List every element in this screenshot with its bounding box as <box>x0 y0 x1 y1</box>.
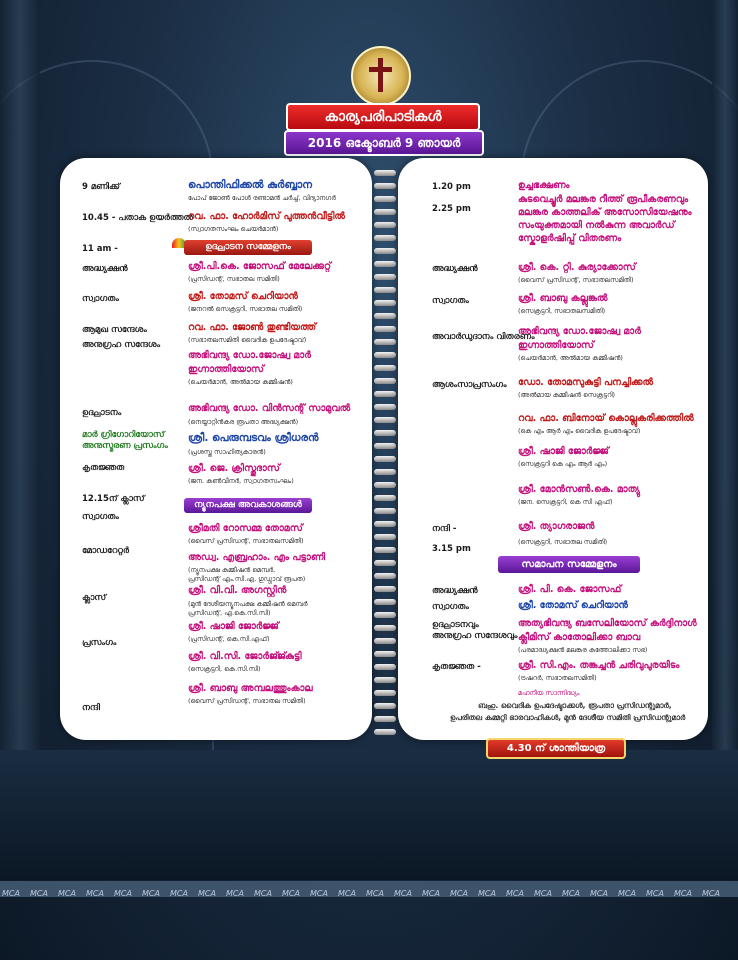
person-name: ശ്രീമതി റോസമ്മ തോമസ് <box>188 523 303 534</box>
spiral-ring <box>374 287 396 293</box>
person-name: ശ്രീ. തോമസ് ചെറിയാൻ <box>518 600 628 611</box>
role-label: ക്ലാസ് <box>82 593 107 603</box>
presence-line: ഉപരിതല കമ്മറ്റി ഭാരവാഹികൾ, മുൻ ദേശീയ സമിതി പ്രസിഡന്റുമാർ <box>450 713 686 722</box>
event-title: ഉച്ചഭക്ഷണം <box>518 180 570 191</box>
closing-pill: 4.30 ന് ശാന്തിയാത്ര <box>486 738 626 759</box>
person-role: (കെ എം ആർ എം വൈദിക ഉപദേഷ്ടാവ്) <box>518 427 641 435</box>
watermark-text: MCA <box>254 889 272 897</box>
presence-heading: മഹനീയ സാന്നിദ്ധ്യം <box>518 689 580 697</box>
event-title: സ്കോളർഷിപ്പ് വിതരണം <box>518 233 622 244</box>
person-name: ശ്രീ. പി. കെ. ജോസഫ് <box>518 584 622 595</box>
role-label: അദ്ധ്യക്ഷൻ <box>432 264 478 274</box>
person-name: ശ്രീ. വി.വി. അഗസ്റ്റിൻ <box>188 585 287 596</box>
time-label: 10.45 - പതാക ഉയർത്തൽ <box>82 213 193 223</box>
watermark-text: MCA <box>2 889 20 897</box>
watermark-text: MCA <box>618 889 636 897</box>
person-name: ശ്രീ. മോൻസൺ.കെ. മാത്യു <box>518 484 640 495</box>
spiral-ring <box>374 248 396 254</box>
person-name: അഡ്വ. എബ്രഹാം. എം പട്ടാണി <box>188 552 326 563</box>
spiral-ring <box>374 183 396 189</box>
spiral-ring <box>374 352 396 358</box>
spiral-ring <box>374 313 396 319</box>
role-label: അനുസ്മരണ പ്രസംഗം <box>82 441 168 451</box>
person-role: (സഭാതലസമിതി വൈദിക ഉപദേഷ്ടാവ്) <box>188 336 307 344</box>
role-label: സ്വാഗതം <box>82 294 119 304</box>
person-name: ഇഗ്നാത്തിയോസ് <box>188 364 264 375</box>
spiral-ring <box>374 365 396 371</box>
time-label: 3.15 pm <box>432 544 471 554</box>
role-label: ഉദ്ഘാടനവും <box>432 620 479 630</box>
person-role: (വൈസ് പ്രസിഡന്റ്, സഭാതലസമിതി) <box>188 537 304 545</box>
person-role: (ന്യൂനപക്ഷ കമ്മീഷൻ മെമ്പർ, <box>188 566 276 574</box>
person-name: ശ്രീ. കെ. റ്റി. കുര്യാക്കോസ് <box>518 262 636 273</box>
watermark-text: MCA <box>30 889 48 897</box>
spiral-ring <box>374 404 396 410</box>
mca-watermark-strip <box>0 881 738 897</box>
spiral-ring <box>374 729 396 735</box>
person-name: റവ. ഫാ. ജോൺ തുണ്ടിയത്ത് <box>188 322 317 333</box>
spiral-ring <box>374 430 396 436</box>
person-name: ശ്രീ. ഷാജി ജോർജ്ജ് <box>188 621 279 632</box>
person-role: (വൈസ് പ്രസിഡന്റ്, സഭാതല സമിതി) <box>188 697 306 705</box>
spiral-ring <box>374 482 396 488</box>
spiral-ring <box>374 326 396 332</box>
person-role: (സ്വാഗതസംഘം ചെയർമാൻ) <box>188 225 279 233</box>
person-role: (ചെയർമാൻ, അൽമായ കമ്മീഷൻ) <box>188 378 293 386</box>
role-label: അദ്ധ്യക്ഷൻ <box>82 264 128 274</box>
spiral-ring <box>374 261 396 267</box>
person-name: ശ്രീ. ബാബു അമ്പലത്തുംകാല <box>188 683 313 694</box>
spiral-binding <box>374 170 396 740</box>
spiral-ring <box>374 677 396 683</box>
person-name: ഡോ. തോമസുകുട്ടി പനച്ചിക്കൽ <box>518 377 654 388</box>
event-place: പോപ് ജോൺ പോൾ രണ്ടാമൻ ചർച്ച്, വിദ്യാനഗർ <box>188 194 336 202</box>
association-logo-icon <box>351 46 411 106</box>
presence-line: ബഹു. വൈദിക ഉപദേഷ്ടാക്കൾ, രൂപതാ പ്രസിഡന്റുമാർ, <box>478 701 672 710</box>
watermark-text: MCA <box>394 889 412 897</box>
spiral-ring <box>374 560 396 566</box>
person-name: അത്യഭിവന്ദ്യ ബസേലിയോസ് കർദ്ദിനാൾ <box>518 618 697 629</box>
spiral-ring <box>374 638 396 644</box>
spiral-ring <box>374 547 396 553</box>
watermark-text: MCA <box>114 889 132 897</box>
watermark-text: MCA <box>450 889 468 897</box>
person-name: അഭിവന്ദ്യ ഡോ. വിൻസന്റ് സാമുവൽ <box>188 403 351 414</box>
role-label: കൃതജ്ഞത <box>82 463 125 473</box>
spiral-ring <box>374 534 396 540</box>
spiral-ring <box>374 378 396 384</box>
person-name: അഭിവന്ദ്യ ഡോ.ജോഷ്വ മാർ <box>518 326 641 337</box>
person-role: (പ്രശസ്ത സാഹിത്യകാരൻ) <box>188 448 266 456</box>
person-role: (സെക്രട്ടറി, കെ.സി.സി) <box>188 665 261 673</box>
watermark-text: MCA <box>226 889 244 897</box>
role-label: മാർ ഗ്രിഗോറിയോസ് <box>82 430 165 440</box>
role-label: അദ്ധ്യക്ഷൻ <box>432 586 478 596</box>
watermark-text: MCA <box>338 889 356 897</box>
watermark-text: MCA <box>478 889 496 897</box>
person-role: (പരമാദ്ധ്യക്ഷൻ മലങ്കര കത്തോലിക്കാ സഭ) <box>518 646 648 654</box>
person-role: (സെക്രട്ടറി, സഭാതല സമിതി) <box>518 538 608 546</box>
right-page <box>398 158 708 754</box>
background-floor <box>0 750 738 880</box>
spiral-ring <box>374 664 396 670</box>
person-name: റവ. ഫാ. ബിനോയ് കൊല്ലുകരിക്കത്തിൽ <box>518 413 694 424</box>
person-role: (സെക്രട്ടറി കെ എം ആർ എം) <box>518 460 608 468</box>
watermark-text: MCA <box>562 889 580 897</box>
spiral-ring <box>374 300 396 306</box>
spiral-ring <box>374 651 396 657</box>
person-role: (ജന. കൺവീനർ, സ്വാഗതസംഘം) <box>188 477 294 485</box>
person-role: (പ്രസിഡന്റ്, സഭാതല സമിതി) <box>188 275 280 283</box>
event-title: പൊന്തിഫിക്കൽ കുർബ്ബാന <box>188 179 312 191</box>
watermark-text: MCA <box>366 889 384 897</box>
watermark-text: MCA <box>646 889 664 897</box>
section-pill: ന്യൂനപക്ഷ അവകാശങ്ങൾ <box>184 498 312 513</box>
person-name: ശ്രീ. വി.സി. ജോർജ്ജ്കുട്ടി <box>188 651 302 662</box>
spiral-ring <box>374 612 396 618</box>
role-label: അനുഗ്രഹ സന്ദേശം <box>82 340 161 350</box>
person-role: (ജന. സെക്രട്ടറി, കെ സി എഫ്) <box>518 498 613 506</box>
watermark-text: MCA <box>198 889 216 897</box>
person-role: പ്രസിഡന്റ് എം.സി.എ, ഗുഡ്ഗാവ് രൂപത) <box>188 575 306 583</box>
spiral-ring <box>374 469 396 475</box>
program-title: കാര്യപരിപാടികൾ <box>286 103 480 131</box>
person-role: (നെയ്യാറ്റിൻകര രൂപതാ അദ്ധ്യക്ഷൻ) <box>188 418 299 426</box>
watermark-text: MCA <box>590 889 608 897</box>
role-label: സ്വാഗതം <box>432 296 469 306</box>
watermark-text: MCA <box>282 889 300 897</box>
watermark-text: MCA <box>58 889 76 897</box>
event-title: മലങ്കര കാത്തലിക് അസോസിയേഷനും <box>518 207 692 218</box>
watermark-text: MCA <box>506 889 524 897</box>
spiral-ring <box>374 521 396 527</box>
spiral-ring <box>374 625 396 631</box>
person-role: (ട്രഷറർ, സഭാതലസമിതി) <box>518 674 597 682</box>
spiral-ring <box>374 222 396 228</box>
person-name: ശ്രീ. ജെ. ക്രിസ്തുദാസ് <box>188 463 280 474</box>
time-label: 12.15ന് ക്ലാസ് <box>82 494 145 504</box>
spiral-ring <box>374 443 396 449</box>
person-name: ശ്രീ. സി.എം. തങ്കച്ചൻ ചരിവുപുരയിടം <box>518 660 680 671</box>
person-name: ശ്രീ.പി.കെ. ജോസഫ് മേലേക്കുറ്റ് <box>188 261 332 272</box>
role-label: ആമുഖ സന്ദേശം <box>82 325 147 335</box>
spiral-ring <box>374 495 396 501</box>
time-label: 9 മണിക്ക് <box>82 182 120 192</box>
person-role: (അൽമായ കമ്മീഷൻ സെക്രട്ടറി) <box>518 391 616 399</box>
person-name: റവ. ഫാ. ഹോർമിസ് പുത്തൻവീട്ടിൽ <box>188 211 345 222</box>
person-role: (പ്രസിഡന്റ്, കെ.സി.എഫ്) <box>188 635 270 643</box>
time-label: 11 am - <box>82 244 118 254</box>
spiral-ring <box>374 703 396 709</box>
background-pillar <box>0 0 40 880</box>
watermark-text: MCA <box>702 889 720 897</box>
spiral-ring <box>374 339 396 345</box>
event-title: സംയുക്തമായി നൽകുന്ന അവാർഡ് <box>518 220 675 231</box>
person-name: ശ്രീ. ബാബു കല്ലുങ്കൽ <box>518 293 608 304</box>
person-role: (സെക്രട്ടറി, സഭാതലസമിതി) <box>518 307 606 315</box>
person-name: ക്ലീമിസ് കാതോലിക്കാ ബാവ <box>518 632 641 643</box>
person-role: (ചെയർമാൻ, അൽമായ കമ്മീഷൻ) <box>518 354 623 362</box>
person-name: ശ്രീ. തോമസ് ചെറിയാൻ <box>188 291 298 302</box>
spiral-ring <box>374 235 396 241</box>
watermark-text: MCA <box>142 889 160 897</box>
role-label: മോഡറേറ്റർ <box>82 546 129 556</box>
role-label: സ്വാഗതം <box>432 602 469 612</box>
spiral-ring <box>374 209 396 215</box>
role-label: അനുഗ്രഹ സന്ദേശവും <box>432 631 518 641</box>
time-label: 1.20 pm <box>432 182 471 192</box>
watermark-text: MCA <box>674 889 692 897</box>
person-role: (വൈസ് പ്രസിഡന്റ്, സഭാതലസമിതി) <box>518 276 634 284</box>
watermark-text: MCA <box>534 889 552 897</box>
role-label: നന്ദി <box>82 703 100 713</box>
spiral-ring <box>374 586 396 592</box>
spiral-ring <box>374 391 396 397</box>
left-page <box>60 158 372 740</box>
spiral-ring <box>374 170 396 176</box>
spiral-ring <box>374 508 396 514</box>
spiral-ring <box>374 274 396 280</box>
person-name: ഇഗ്നാത്തിയോസ് <box>518 340 594 351</box>
role-label: ആശംസാപ്രസംഗം <box>432 380 507 390</box>
person-name: ശ്രീ. ഷാജി ജോർജ്ജ് <box>518 446 609 457</box>
person-name: അഭിവന്ദ്യ ഡോ.ജോഷ്വ മാർ <box>188 350 311 361</box>
watermark-text: MCA <box>422 889 440 897</box>
event-title: കുടവെച്ചൂർ മലങ്കര റീത്ത് രൂപീകരണവും <box>518 194 689 205</box>
watermark-text: MCA <box>170 889 188 897</box>
watermark-text: MCA <box>310 889 328 897</box>
spiral-ring <box>374 456 396 462</box>
program-date: 2016 ഒക്ടോബർ 9 ഞായർ <box>284 130 484 156</box>
spiral-ring <box>374 196 396 202</box>
role-label: സ്വാഗതം <box>82 512 119 522</box>
background-pillar <box>712 0 738 880</box>
person-name: ശ്രീ. പെരുമ്പടവം ശ്രീധരൻ <box>188 432 319 444</box>
person-role: (മുൻ ദേശീയന്യൂനപക്ഷ കമ്മീഷൻ മെമ്പർ <box>188 600 308 608</box>
role-label: അവാർഡുദാനം വിതരണം <box>432 332 535 342</box>
spiral-ring <box>374 690 396 696</box>
time-label: 2.25 pm <box>432 204 471 214</box>
spiral-ring <box>374 599 396 605</box>
spiral-ring <box>374 573 396 579</box>
person-name: ശ്രീ. ത്യാഗരാജൻ <box>518 521 595 532</box>
watermark-text: MCA <box>86 889 104 897</box>
role-label: ഉദ്ഘാടനം <box>82 408 122 418</box>
role-label: നന്ദി - <box>432 524 457 534</box>
person-role: (ജനറൽ സെക്രട്ടറി, സഭാതല സമിതി) <box>188 305 303 313</box>
role-label: പ്രസംഗം <box>82 638 117 648</box>
spiral-ring <box>374 716 396 722</box>
role-label: കൃതജ്ഞത - <box>432 662 481 672</box>
person-role: പ്രസിഡന്റ്, എ.കെ.സി.സി) <box>188 609 271 617</box>
section-pill: സമാപന സമ്മേളനം <box>498 556 640 573</box>
section-pill: ഉദ്ഘാടന സമ്മേളനം <box>184 240 312 255</box>
spiral-ring <box>374 417 396 423</box>
